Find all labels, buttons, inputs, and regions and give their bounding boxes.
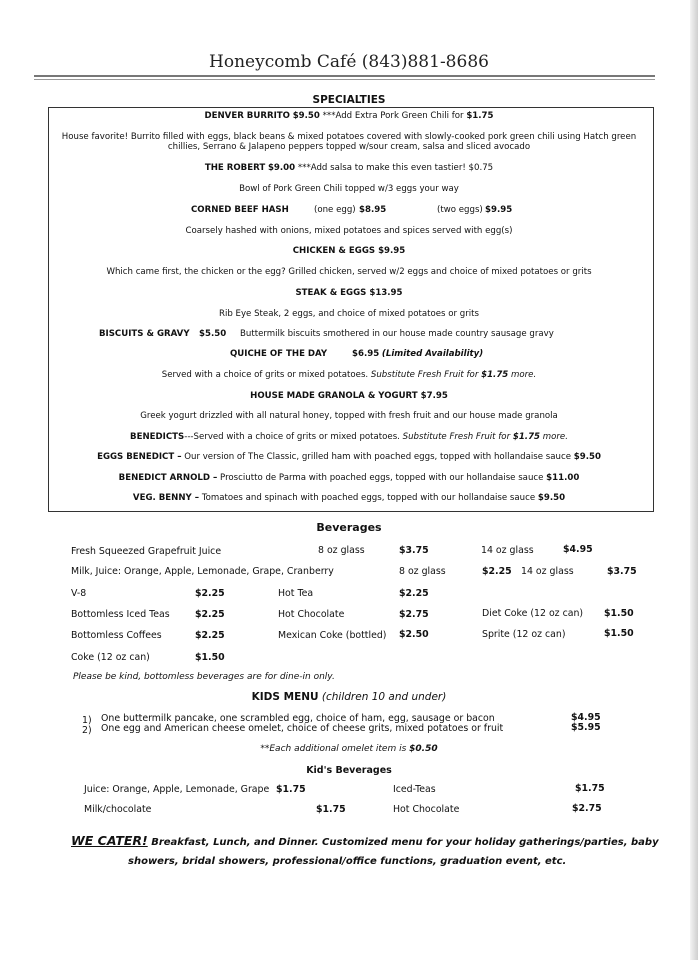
benedict-arnold-name: BENEDICT ARNOLD – (118, 473, 218, 483)
kids-heading-line (0, 691, 698, 703)
robert-price: $9.00 (267, 163, 296, 173)
benedicts-desc: ---Served with a choice of grits or mixed potatoes. (184, 432, 400, 442)
denver-burrito-desc-2: chillies, Serrano & Jalapeno peppers topped w/sour cream, salsa and sliced avocado (167, 142, 531, 152)
kids-iced-teas-price: $1.75 (575, 783, 605, 794)
denver-burrito-name: DENVER BURRITO (204, 111, 290, 121)
benedicts-line (0, 432, 698, 442)
kids-item-1-number: 1) (82, 715, 92, 726)
chicken-eggs-name: CHICKEN & EGGS $9.95 (292, 246, 406, 256)
kids-omelet-note-line (0, 744, 698, 754)
grapefruit-size-14: 14 oz glass (481, 545, 534, 556)
kids-milk-price: $1.75 (316, 804, 346, 815)
grapefruit-price-14: $4.95 (563, 544, 593, 555)
hash-one-egg-label: (one egg) (314, 205, 356, 215)
hot-chocolate-name: Hot Chocolate (278, 609, 345, 620)
diet-coke-price: $1.50 (604, 608, 634, 619)
kids-omelet-note: **Each additional omelet item is (260, 744, 407, 754)
specialties-heading: SPECIALTIES (312, 94, 386, 106)
milk-juice-price-14: $3.75 (607, 566, 637, 577)
biscuits-price: $5.50 (199, 329, 227, 339)
denver-burrito-note-price: $1.75 (466, 111, 494, 121)
item-the-robert (0, 163, 698, 173)
milk-juice-name: Milk, Juice: Orange, Apple, Lemonade, Grape, Cranberry (71, 566, 334, 577)
mexican-coke-price: $2.50 (399, 629, 429, 640)
denver-burrito-desc-1: House favorite! Burrito filled with eggs, black beans & mixed potatoes covered with slowly-cooked pork green chili using Hatch green (61, 132, 637, 142)
steak-eggs-name: STEAK & EGGS $13.95 (295, 288, 403, 298)
v8-name: V-8 (71, 588, 87, 599)
milk-juice-size-14: 14 oz glass (521, 566, 574, 577)
quiche-desc-line (0, 370, 698, 380)
beverages-note: Please be kind, bottomless beverages are for dine-in only. (73, 672, 335, 682)
mexican-coke-name: Mexican Coke (bottled) (278, 630, 387, 641)
quiche-availability: (Limited Availability) (381, 349, 484, 359)
kids-juice-price: $1.75 (276, 784, 306, 795)
diet-coke-name: Diet Coke (12 oz can) (482, 608, 584, 619)
robert-name: THE ROBERT (204, 163, 266, 173)
hot-tea-price: $2.25 (399, 588, 429, 599)
milk-juice-price-8: $2.25 (482, 566, 512, 577)
milk-juice-size-8: 8 oz glass (399, 566, 446, 577)
kids-item-2-number: 2) (82, 725, 92, 736)
quiche-price: $6.95 (352, 349, 380, 359)
kids-item-1-text: One buttermilk pancake, one scrambled egg, choice of ham, egg, sausage or bacon (101, 713, 495, 724)
item-denver-burrito (0, 111, 698, 121)
quiche-desc: Served with a choice of grits or mixed potatoes. (161, 370, 369, 380)
veg-benny-price: $9.50 (537, 493, 566, 503)
kids-heading: KIDS MENU (251, 691, 319, 703)
eggs-benedict-price: $9.50 (573, 452, 601, 462)
grapefruit-price-8: $3.75 (399, 545, 429, 556)
sprite-price: $1.50 (604, 628, 634, 639)
eggs-benedict-name: EGGS BENEDICT – (97, 452, 182, 462)
benedicts-sub-end: more. (542, 432, 568, 442)
biscuits-desc: Buttermilk biscuits smothered in our house made country sausage gravy (240, 329, 554, 339)
chicken-eggs-desc: Which came first, the chicken or the egg? Grilled chicken, served w/2 eggs and choice of mixed potatoes or grits (106, 267, 592, 277)
header-rule-bottom (34, 79, 655, 80)
denver-burrito-price: $9.50 (292, 111, 320, 121)
kids-subheading: (children 10 and under) (321, 691, 447, 703)
quiche-sub-price: $1.75 (481, 370, 509, 380)
hash-two-egg-price: $9.95 (485, 205, 513, 215)
kids-omelet-note-price: $0.50 (409, 744, 438, 754)
kids-hot-chocolate-price: $2.75 (572, 803, 602, 814)
iced-tea-price: $2.25 (195, 609, 225, 620)
quiche-sub-end: more. (511, 370, 537, 380)
kids-hot-chocolate-name: Hot Chocolate (393, 804, 460, 815)
granola-desc: Greek yogurt drizzled with all natural honey, topped with fresh fruit and our house made granola (140, 411, 558, 421)
hash-two-egg-label: (two eggs) (437, 205, 483, 215)
catering-lead: WE CATER! (71, 833, 148, 848)
benedicts-sub-price: $1.75 (512, 432, 541, 442)
granola-name: HOUSE MADE GRANOLA & YOGURT $7.95 (250, 391, 448, 401)
catering-line-1 (71, 833, 659, 848)
iced-tea-name: Bottomless Iced Teas (71, 609, 170, 620)
benedicts-name: BENEDICTS (130, 432, 185, 442)
quiche-price-line (352, 349, 483, 359)
coke-name: Coke (12 oz can) (71, 652, 150, 663)
v8-price: $2.25 (195, 588, 225, 599)
catering-text-1: Breakfast, Lunch, and Dinner. Customized menu for your holiday gatherings/parties, baby (151, 837, 659, 848)
sprite-name: Sprite (12 oz can) (482, 629, 566, 640)
catering-text-2: showers, bridal showers, professional/office functions, graduation event, etc. (128, 856, 567, 867)
kids-item-2-text: One egg and American cheese omelet, choice of cheese grits, mixed potatoes or fruit (101, 723, 504, 734)
benedict-arnold-price: $11.00 (546, 473, 580, 483)
denver-burrito-note: ***Add Extra Pork Green Chili for (322, 111, 464, 121)
hash-one-egg-price: $8.95 (359, 205, 387, 215)
benedict-arnold-desc: Prosciutto de Parma with poached eggs, topped with our hollandaise sauce (220, 473, 544, 483)
grapefruit-name: Fresh Squeezed Grapefruit Juice (71, 546, 222, 557)
robert-desc: Bowl of Pork Green Chili topped w/3 eggs your way (239, 184, 459, 194)
hash-name: CORNED BEEF HASH (191, 205, 289, 215)
coke-price: $1.50 (195, 652, 225, 663)
eggs-benedict-desc: Our version of The Classic, grilled ham with poached eggs, topped with hollandaise sauce (184, 452, 571, 462)
page-title: Honeycomb Café (843)881-8686 (209, 52, 489, 72)
coffee-name: Bottomless Coffees (71, 630, 162, 641)
beverages-heading: Beverages (316, 521, 382, 534)
benedicts-sub: Substitute Fresh Fruit for (402, 432, 511, 442)
kids-milk-name: Milk/chocolate (84, 804, 152, 815)
steak-eggs-desc: Rib Eye Steak, 2 eggs, and choice of mixed potatoes or grits (219, 309, 479, 319)
hot-chocolate-price: $2.75 (399, 609, 429, 620)
quiche-name: QUICHE OF THE DAY (230, 349, 328, 359)
item-benedict-arnold (0, 473, 698, 483)
hot-tea-name: Hot Tea (278, 588, 314, 599)
kids-iced-teas-name: Iced-Teas (393, 784, 436, 795)
hash-desc: Coarsely hashed with onions, mixed potatoes and spices served with egg(s) (185, 226, 513, 236)
kids-item-1-price: $4.95 (571, 712, 601, 723)
kids-juice-name: Juice: Orange, Apple, Lemonade, Grape (84, 784, 270, 795)
veg-benny-name: VEG. BENNY – (132, 493, 200, 503)
header-rule-top (34, 75, 655, 77)
biscuits-name: BISCUITS & GRAVY (99, 329, 190, 339)
item-eggs-benedict (0, 452, 698, 462)
robert-note: ***Add salsa to make this even tastier! $0.75 (297, 163, 494, 173)
kids-beverages-heading: Kid's Beverages (306, 765, 392, 776)
item-veg-benny (0, 493, 698, 503)
kids-item-2-price: $5.95 (571, 722, 601, 733)
quiche-sub: Substitute Fresh Fruit for (370, 370, 479, 380)
grapefruit-size-8: 8 oz glass (318, 545, 365, 556)
coffee-price: $2.25 (195, 630, 225, 641)
veg-benny-desc: Tomatoes and spinach with poached eggs, topped with our hollandaise sauce (201, 493, 536, 503)
